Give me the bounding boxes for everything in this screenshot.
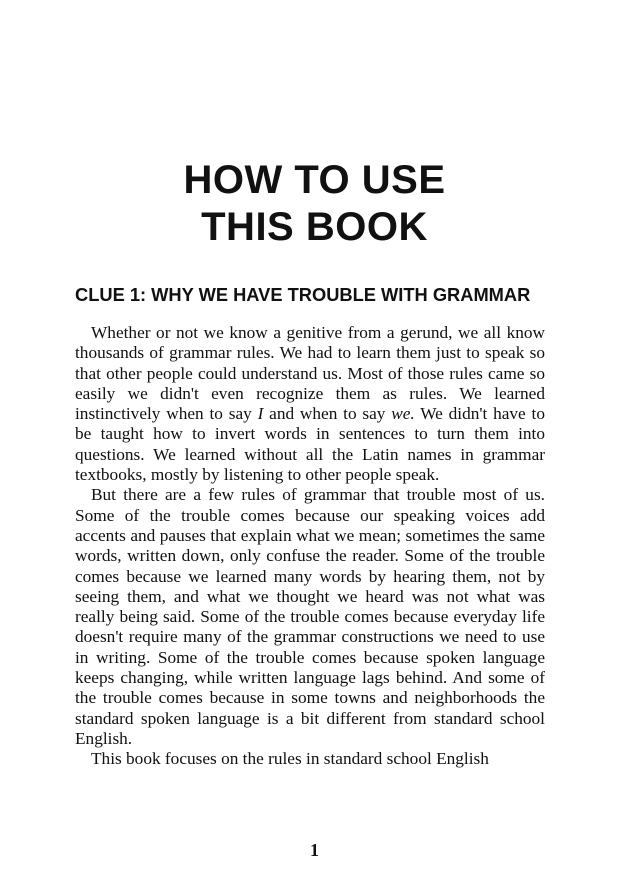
paragraph-3: This book focuses on the rules in standard school English [91, 749, 489, 769]
chapter-title-line-1: HOW TO USE [183, 158, 446, 202]
pronoun-i: I [257, 404, 264, 424]
chapter-title-line-2: THIS BOOK [201, 205, 428, 249]
paragraph-2: But there are a few rules of grammar that trouble most of us. Some of the trouble comes because our speaking voices add accents and pauses that explain what we mean; sometimes the same words, written down, only confuse the reader. Some of the trouble comes because we learned many words by hearing them, not by seeing them, and what we thought we heard was not what was really being said. Some of the trouble comes because everyday life doesn't require many of the grammar constructions we need to use in writing. Some of the trouble comes because spoken language keeps changing, while written language lags behind. And some of the trouble comes because in some towns and neighborhoods the standard spoken language is a bit different from standard school English. [75, 485, 545, 748]
page-number: 1 [310, 840, 319, 860]
pronoun-we: we. [391, 404, 415, 424]
body-text [75, 323, 545, 770]
paragraph-1 [75, 323, 545, 485]
clue-heading: CLUE 1: WHY WE HAVE TROUBLE WITH GRAMMAR [75, 284, 531, 305]
paragraph-1-part-b: and when to say [263, 404, 392, 424]
paragraph-1-part-c: We didn't have to be taught how to invert words in sentences to turn them into questions. We learned without all the Latin names in grammar textbooks, mostly by listening to other people speak. [75, 404, 545, 485]
paragraph-1-part-a: Whether or not we know a genitive from a gerund, we all know thousands of grammar rules. We had to learn them just to speak so that other people could understand us. Most of those rules came so easily we didn't even recognize them as rules. We learned instinctively when to say [75, 323, 545, 424]
